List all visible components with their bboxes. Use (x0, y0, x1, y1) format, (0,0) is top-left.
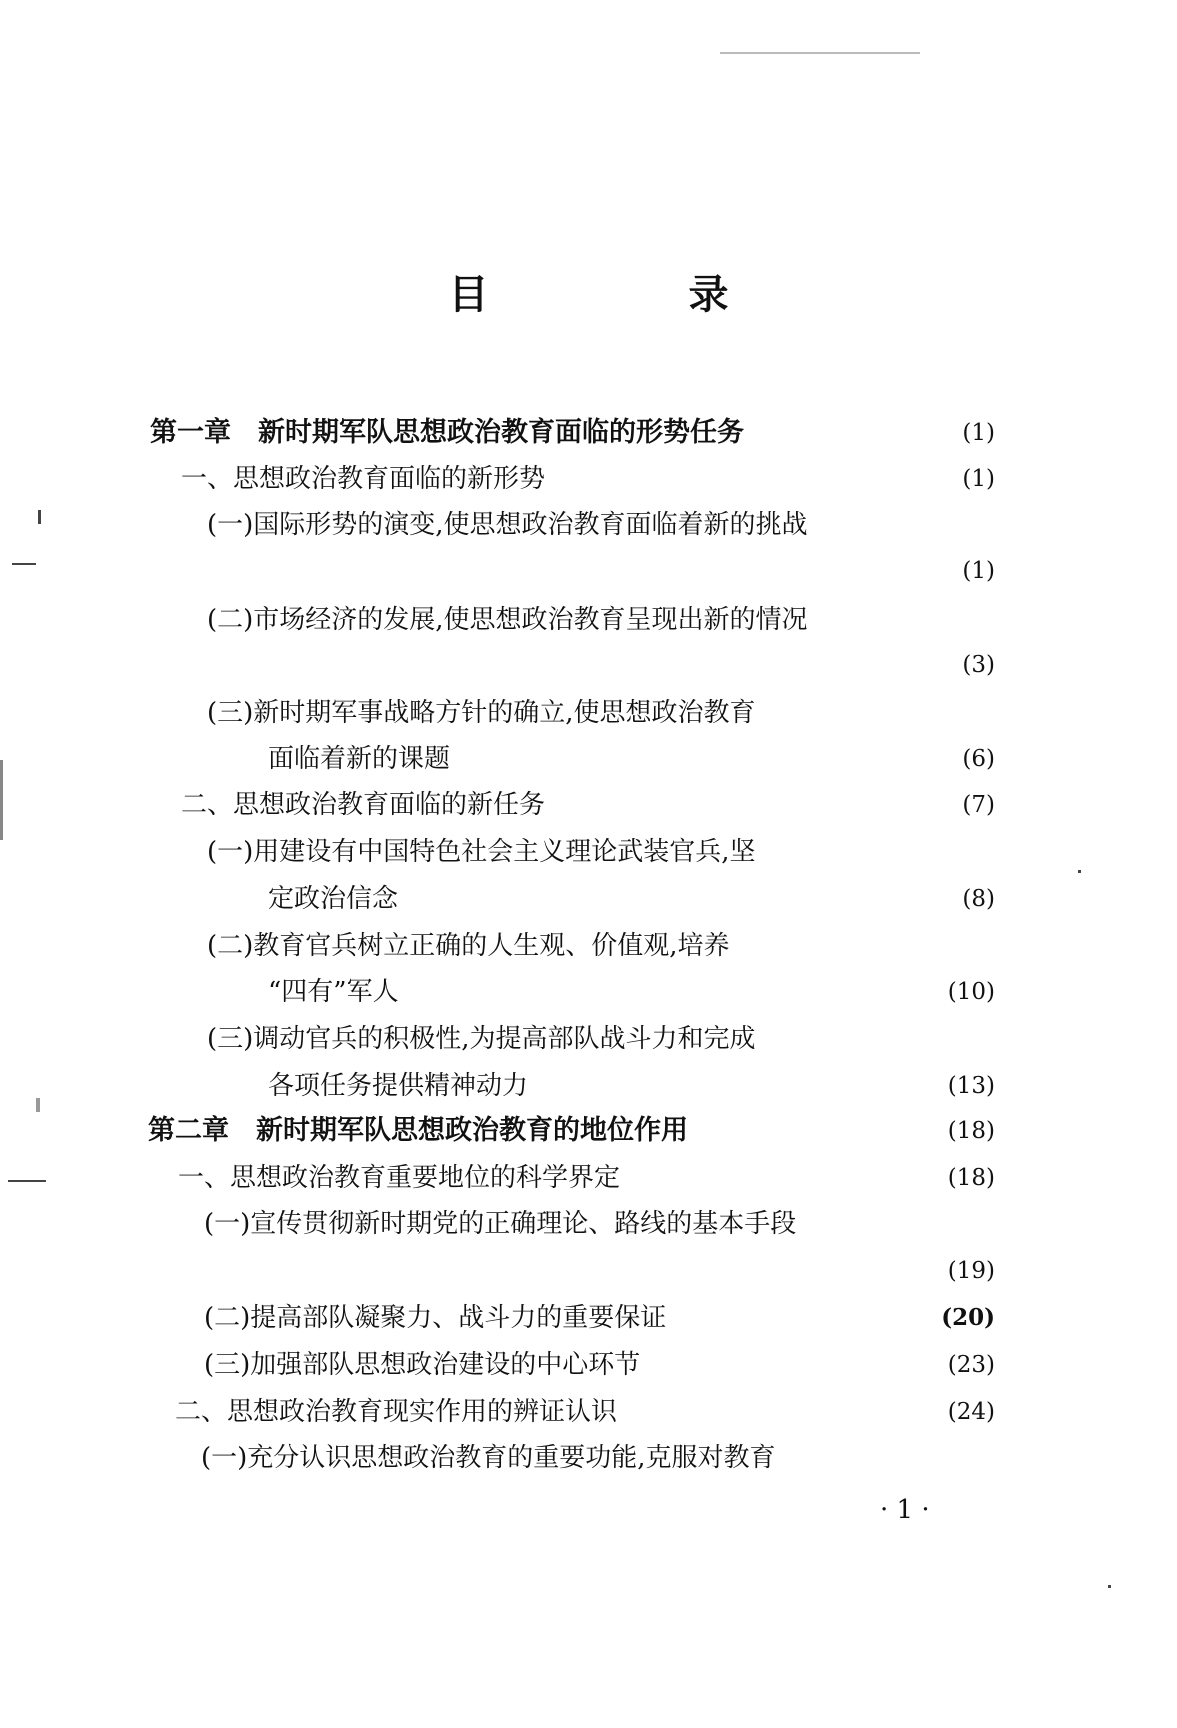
dot-leader (284, 1251, 942, 1291)
toc-entry-label: 二、思想政治教育面临的新任务 (181, 790, 546, 820)
toc-entry-subsection[interactable] (201, 1438, 995, 1478)
toc-entry-continuation[interactable] (268, 739, 995, 779)
toc-entry-continuation[interactable] (268, 645, 995, 685)
page-number: · 1 · (880, 1495, 930, 1525)
toc-entry-subsection[interactable] (207, 693, 995, 733)
toc-entry-label: (二)提高部队凝聚力、战斗力的重要保证 (204, 1303, 667, 1333)
dot-leader (274, 551, 956, 591)
dot-leader (750, 413, 956, 453)
scan-mark (0, 760, 3, 840)
dot-leader (405, 972, 942, 1012)
toc-entry-page: (10) (947, 979, 995, 1005)
toc-entry-page: (3) (962, 652, 995, 678)
toc-entry-continuation[interactable] (268, 1066, 995, 1106)
toc-entry-label: 面临着新的课题 (268, 744, 451, 774)
toc-entry-subsection[interactable] (207, 600, 995, 640)
toc-entry-label: (一)宣传贯彻新时期党的正确理论、路线的基本手段 (204, 1209, 797, 1239)
scan-mark (36, 1098, 40, 1112)
dot-leader (623, 1392, 942, 1432)
dot-leader (646, 1345, 941, 1385)
dot-leader (551, 785, 956, 825)
toc-entry-subsection[interactable] (207, 832, 995, 872)
toc-entry-continuation[interactable] (268, 879, 995, 919)
toc-entry-label: 各项任务提供精神动力 (268, 1071, 529, 1101)
toc-entry-label: 定政治信念 (268, 884, 399, 914)
scan-mark (8, 1180, 46, 1182)
toc-entry-subsection[interactable] (207, 1019, 995, 1059)
toc-entry-page: (18) (947, 1165, 995, 1191)
toc-entry-page: (19) (947, 1258, 995, 1284)
toc-entry-label: (三)新时期军事战略方针的确立,使思想政治教育 (207, 698, 756, 728)
dot-leader (274, 645, 956, 685)
toc-entry-label: 第二章 新时期军队思想政治教育的地位作用 (148, 1115, 688, 1146)
scan-mark (12, 563, 36, 565)
toc-entry-label: (一)国际形势的演变,使思想政治教育面临着新的挑战 (207, 510, 808, 540)
toc-entry-page: (1) (962, 420, 995, 446)
toc-entry-label: (二)教育官兵树立正确的人生观、价值观,培养 (207, 931, 730, 961)
toc-entry-label: 一、思想政治教育重要地位的科学界定 (178, 1163, 621, 1193)
scan-mark (720, 52, 920, 54)
toc-entry-label: (一)用建设有中国特色社会主义理论武装官兵,坚 (207, 837, 756, 867)
toc-entry-continuation[interactable] (268, 972, 995, 1012)
toc-entry-label: (二)市场经济的发展,使思想政治教育呈现出新的情况 (207, 605, 808, 635)
dot-leader (694, 1111, 942, 1151)
toc-entry-subsection[interactable] (207, 505, 995, 545)
toc-entry-section[interactable] (175, 1392, 995, 1432)
toc-entry-label: 二、思想政治教育现实作用的辨证认识 (175, 1397, 618, 1427)
toc-entry-subsection[interactable] (204, 1298, 995, 1338)
dot-leader (404, 879, 956, 919)
toc-entry-page: (24) (947, 1399, 995, 1425)
toc-entry-page: (18) (947, 1118, 995, 1144)
toc-entry-label: 一、思想政治教育面临的新形势 (181, 464, 546, 494)
toc-entry-section[interactable] (181, 459, 995, 499)
toc-entry-subsection[interactable] (204, 1204, 995, 1244)
toc-entry-label: “四有”军人 (268, 977, 399, 1007)
toc-entry-subsection[interactable] (207, 926, 995, 966)
dot-leader (672, 1298, 935, 1338)
dot-leader (626, 1158, 942, 1198)
scan-mark (1108, 1585, 1111, 1588)
dot-leader (534, 1066, 942, 1106)
scan-mark (38, 510, 41, 524)
toc-entry-label: (三)调动官兵的积极性,为提高部队战斗力和完成 (207, 1024, 756, 1054)
toc-entry-label: 第一章 新时期军队思想政治教育面临的形势任务 (150, 417, 744, 448)
toc-entry-page: (13) (947, 1073, 995, 1099)
toc-title: 目 录 (448, 272, 809, 318)
toc-entry-page: (20) (941, 1304, 995, 1331)
toc-entry-page: (1) (962, 558, 995, 584)
toc-entry-label: (一)充分认识思想政治教育的重要功能,克服对教育 (201, 1443, 776, 1473)
toc-entry-label: (三)加强部队思想政治建设的中心环节 (204, 1350, 641, 1380)
toc-entry-page: (6) (962, 746, 995, 772)
toc-entry-page: (23) (947, 1352, 995, 1378)
toc-entry-section[interactable] (178, 1158, 995, 1198)
toc-entry-page: (8) (962, 886, 995, 912)
toc-entry-page: (1) (962, 466, 995, 492)
dot-leader (456, 739, 956, 779)
toc-entry-section[interactable] (181, 785, 995, 825)
toc-entry-page: (7) (962, 792, 995, 818)
toc-entry-continuation[interactable] (268, 551, 995, 591)
toc-entry-chapter[interactable] (148, 1111, 995, 1151)
dot-leader (551, 459, 956, 499)
toc-entry-subsection[interactable] (204, 1345, 995, 1385)
scan-mark (1078, 870, 1081, 873)
toc-entry-chapter[interactable] (150, 413, 995, 453)
toc-entry-continuation[interactable] (278, 1251, 995, 1291)
